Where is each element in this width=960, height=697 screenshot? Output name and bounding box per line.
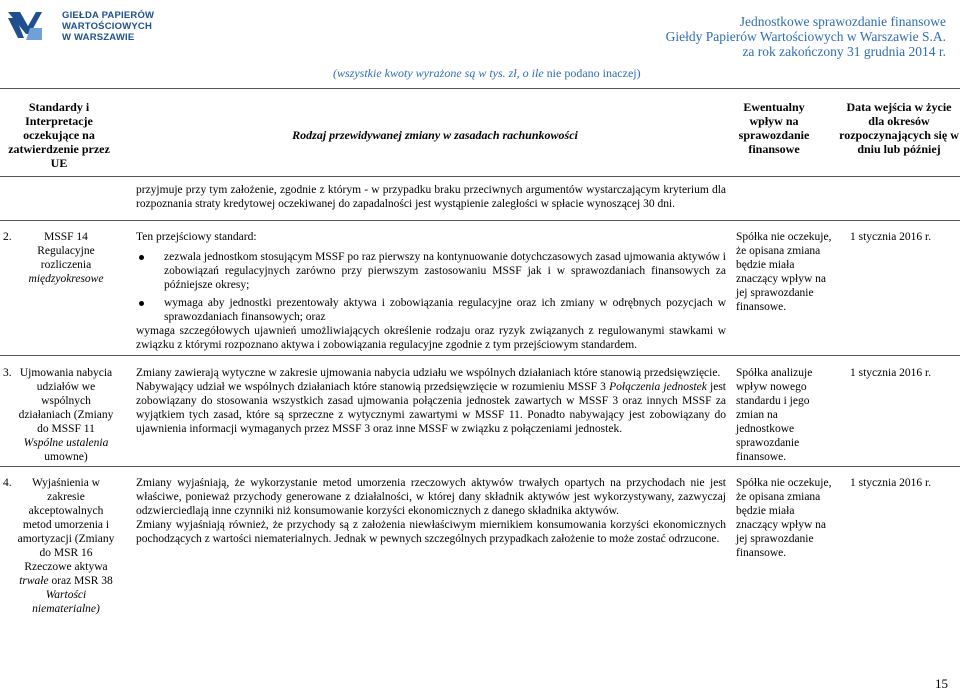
row-rule-2 <box>0 355 960 356</box>
effective-date: 1 stycznia 2016 r. <box>850 477 932 489</box>
change-intro: Ten przejściowy standard: <box>136 231 257 243</box>
logo-wordmark <box>62 10 154 43</box>
standard-line: Ujmowania nabycia udziałów we wspólnych działaniach (Zmiany do MSSF 11 <box>18 367 114 435</box>
amounts-note-suffix: nie podano inaczej) <box>546 66 641 80</box>
report-period: za rok zakończony 31 grudnia 2014 r. <box>742 44 946 59</box>
standard-italic: Wspólne ustalenia <box>23 437 109 449</box>
logo-line-1: GIEŁDA PAPIERÓW <box>62 10 155 21</box>
bullet-text: wymaga aby jednostki prezentowały aktywa i zobowiązania regulacyjne oraz ich zmiany w odrębnych pozycjach w sprawozdaniach finansowych; oraz <box>164 297 726 323</box>
standard-name <box>16 476 116 616</box>
change-description <box>136 366 726 436</box>
change-outro: wymaga szczegółowych ujawnień umożliwiających określenie rodzaju oraz ryzyk związanych z regulowanymi stawkami w związku z którymi rozpoznano aktywa i zobowiązania regulacyjne zgodnie z tym przejściowym standardem. <box>136 325 726 351</box>
bullet-item <box>136 250 726 292</box>
report-header <box>666 14 946 59</box>
logo-line-3: W WARSZAWIE <box>62 32 135 43</box>
standard-text: oraz MSR 38 <box>51 575 113 587</box>
row-number: 3. <box>3 367 12 379</box>
change-paragraph <box>136 380 726 436</box>
continuation-text: przyjmuje przy tym założenie, zgodnie z którym - w przypadku braku przeciwnych argumentów wystarczającym kryterium dla rozpoznania straty kredytowej oczekiwanej do zapadalności jest wystąpienie zaległości w spłacie wynoszącej 30 dni. <box>136 184 726 210</box>
standard-italic: Wartości <box>45 589 87 601</box>
bullet-text: zezwala jednostkom stosującym MSSF po raz pierwszy na kontynuowanie dotychczasowych zasad ujmowania aktywów i zobowiązań regulacyjnych zarówno przy pierwszym zastosowaniu MSSF jak i w sprawozdaniach finansowych za późniejsze okresy; <box>164 251 726 291</box>
standard-line: umowne) <box>44 451 88 463</box>
effective-date: 1 stycznia 2016 r. <box>850 367 932 379</box>
header-effective-date: Data wejścia w życie dla okresów rozpoczynających się w dniu lub później <box>839 100 959 156</box>
row-rule-3 <box>0 466 960 467</box>
standard-line <box>16 272 116 286</box>
effective-date: 1 stycznia 2016 r. <box>850 231 932 243</box>
row-rule-1 <box>0 220 960 221</box>
bullet-dot-icon <box>139 301 144 306</box>
standard-line <box>16 602 116 616</box>
standard-line: Wyjaśnienia w zakresie akceptowalnych metod umorzenia i amortyzacji (Zmiany do MSR 16 Rzeczowe aktywa <box>17 477 115 573</box>
header-bottom-rule <box>0 176 960 177</box>
impact-text: Spółka analizuje wpływ nowego standardu i jego zmian na jednostkowe sprawozdanie finansowe. <box>736 367 813 463</box>
header-standards: Standardy i Interpretacje oczekujące na zatwierdzenie przez UE <box>8 100 110 170</box>
standard-line <box>16 436 116 450</box>
standard-name <box>16 230 116 286</box>
standard-line <box>16 574 116 588</box>
company-name: Giełdy Papierów Wartościowych w Warszawie S.A. <box>665 29 946 44</box>
impact-text: Spółka nie oczekuje, że opisana zmiana będzie miała znaczący wpływ na jej sprawozdanie finansowe. <box>736 231 832 313</box>
change-description <box>136 476 726 546</box>
bullet-dot-icon <box>139 255 144 260</box>
paragraph-text: Nabywający udział we wspólnych działaniach które stanowią przedsięwzięcie w rozumieniu MSSF 3 <box>136 381 606 393</box>
standard-italic: międzyokresowe <box>28 273 104 285</box>
standard-line <box>16 588 116 602</box>
change-paragraph: Zmiany wyjaśniają również, że przychody są z założenia niewłaściwym miernikiem konsumowania korzyści ekonomicznych pochodzących z wartości niematerialnych. Jednak w pewnych szczególnych przypadkach założenie to może zostać odrzucone. <box>136 519 726 545</box>
standard-italic: niematerialne) <box>32 603 100 615</box>
standard-line: MSSF 14 <box>44 231 88 243</box>
change-paragraph: Zmiany wyjaśniają, że wykorzystanie metod umorzenia rzeczowych aktywów trwałych opartych na przychodach nie jest właściwe, ponieważ przychody generowane z działalności, w której dany składnik aktywów jest wykorzystywany, zazwyczaj odzwierciedlają inne czynniki niż konsumowanie korzyści ekonomicznych z danego składnika aktywów. <box>136 477 726 517</box>
page-number: 15 <box>935 676 948 691</box>
header-change-type <box>140 128 730 142</box>
row-number: 4. <box>3 477 12 489</box>
row-number: 2. <box>3 231 12 243</box>
change-paragraph: Zmiany zawierają wytyczne w zakresie ujmowania nabycia udziału we wspólnych działaniach które stanowią przedsięwzięcie. <box>136 367 721 379</box>
amounts-note <box>333 66 641 80</box>
header-impact: Ewentualny wpływ na sprawozdanie finansowe <box>738 100 810 156</box>
bullet-item <box>136 296 726 324</box>
standard-italic: trwałe <box>19 575 49 587</box>
change-description <box>136 230 726 352</box>
table-top-rule <box>0 88 960 89</box>
header-change-type-text: Rodzaj przewidywanej zmiany w zasadach rachunkowości <box>292 128 578 142</box>
standard-name <box>16 366 116 464</box>
report-title: Jednostkowe sprawozdanie finansowe <box>739 14 946 29</box>
amounts-note-prefix: (wszystkie kwoty wyrażone są w tys. zł, o ile <box>333 66 544 80</box>
impact-text: Spółka nie oczekuje, że opisana zmiana będzie miała znaczący wpływ na jej sprawozdanie finansowe. <box>736 477 832 559</box>
standard-line: Regulacyjne rozliczenia <box>37 245 95 271</box>
paragraph-text: jest zobowiązany do stosowania wszystkich zasad ujmowania połączenia jednostek zawartych w MSSF 3 oraz innych MSSF za wyjątkiem tych zasad, które są sprzeczne z wytycznymi zawartymi w MSSF 11. Ponadto nabywający jest zobowiązany do ujawnienia informacji wymaganych przez MSSF 3 oraz inne MSSF w związku z połączeniami jednostek. <box>136 381 727 435</box>
logo-line-2: WARTOŚCIOWYCH <box>62 21 153 32</box>
gpw-logo-icon <box>4 4 46 46</box>
paragraph-italic: Połączenia jednostek <box>609 381 707 393</box>
